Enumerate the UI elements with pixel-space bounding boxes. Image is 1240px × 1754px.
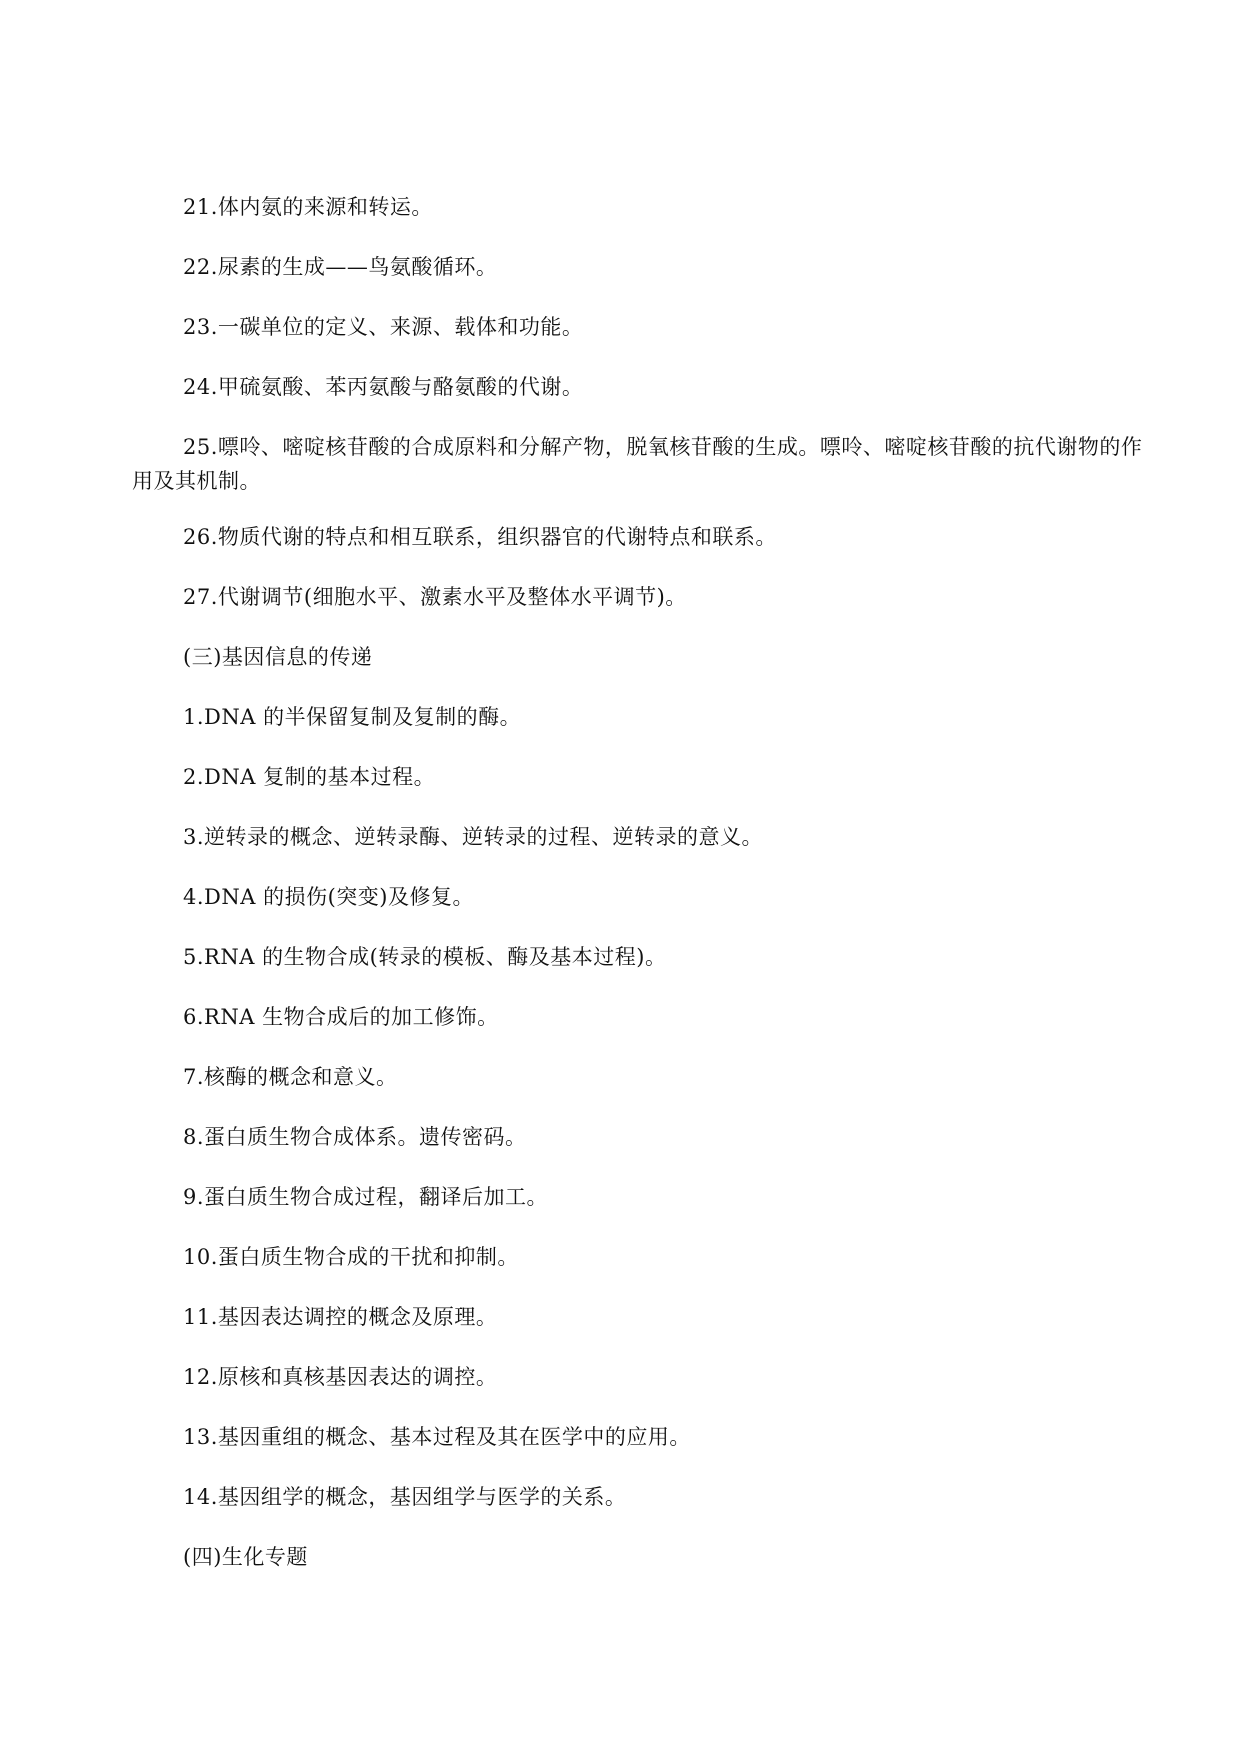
list-item-2: 2.DNA 复制的基本过程。	[183, 765, 436, 789]
list-item-7: 7.核酶的概念和意义。	[183, 1065, 398, 1089]
list-item-25: 25.嘌呤、嘧啶核苷酸的合成原料和分解产物，脱氧核苷酸的生成。嘌呤、嘧啶核苷酸的抗代谢物的作用及其机制。	[132, 435, 1143, 493]
list-item-26: 26.物质代谢的特点和相互联系，组织器官的代谢特点和联系。	[183, 525, 777, 549]
list-item-10: 10.蛋白质生物合成的干扰和抑制。	[183, 1245, 519, 1269]
list-item-8: 8.蛋白质生物合成体系。遗传密码。	[183, 1125, 527, 1149]
list-item-27: 27.代谢调节(细胞水平、激素水平及整体水平调节)。	[183, 585, 687, 609]
list-item-14: 14.基因组学的概念，基因组学与医学的关系。	[183, 1485, 627, 1509]
list-item-24: 24.甲硫氨酸、苯丙氨酸与酪氨酸的代谢。	[183, 375, 584, 399]
list-item-11: 11.基因表达调控的概念及原理。	[183, 1305, 498, 1329]
section-heading-three: (三)基因信息的传递	[183, 645, 373, 669]
list-item-4: 4.DNA 的损伤(突变)及修复。	[183, 885, 474, 909]
section-heading-four: (四)生化专题	[183, 1545, 308, 1569]
list-item-5: 5.RNA 的生物合成(转录的模板、酶及基本过程)。	[183, 945, 667, 969]
list-item-9: 9.蛋白质生物合成过程，翻译后加工。	[183, 1185, 549, 1209]
list-item-21: 21.体内氨的来源和转运。	[183, 195, 433, 219]
list-item-23: 23.一碳单位的定义、来源、载体和功能。	[183, 315, 584, 339]
list-item-1: 1.DNA 的半保留复制及复制的酶。	[183, 705, 522, 729]
list-item-3: 3.逆转录的概念、逆转录酶、逆转录的过程、逆转录的意义。	[183, 825, 764, 849]
list-item-12: 12.原核和真核基因表达的调控。	[183, 1365, 498, 1389]
list-item-22: 22.尿素的生成——鸟氨酸循环。	[183, 255, 498, 279]
list-item-13: 13.基因重组的概念、基本过程及其在医学中的应用。	[183, 1425, 691, 1449]
list-item-6: 6.RNA 生物合成后的加工修饰。	[183, 1005, 499, 1029]
